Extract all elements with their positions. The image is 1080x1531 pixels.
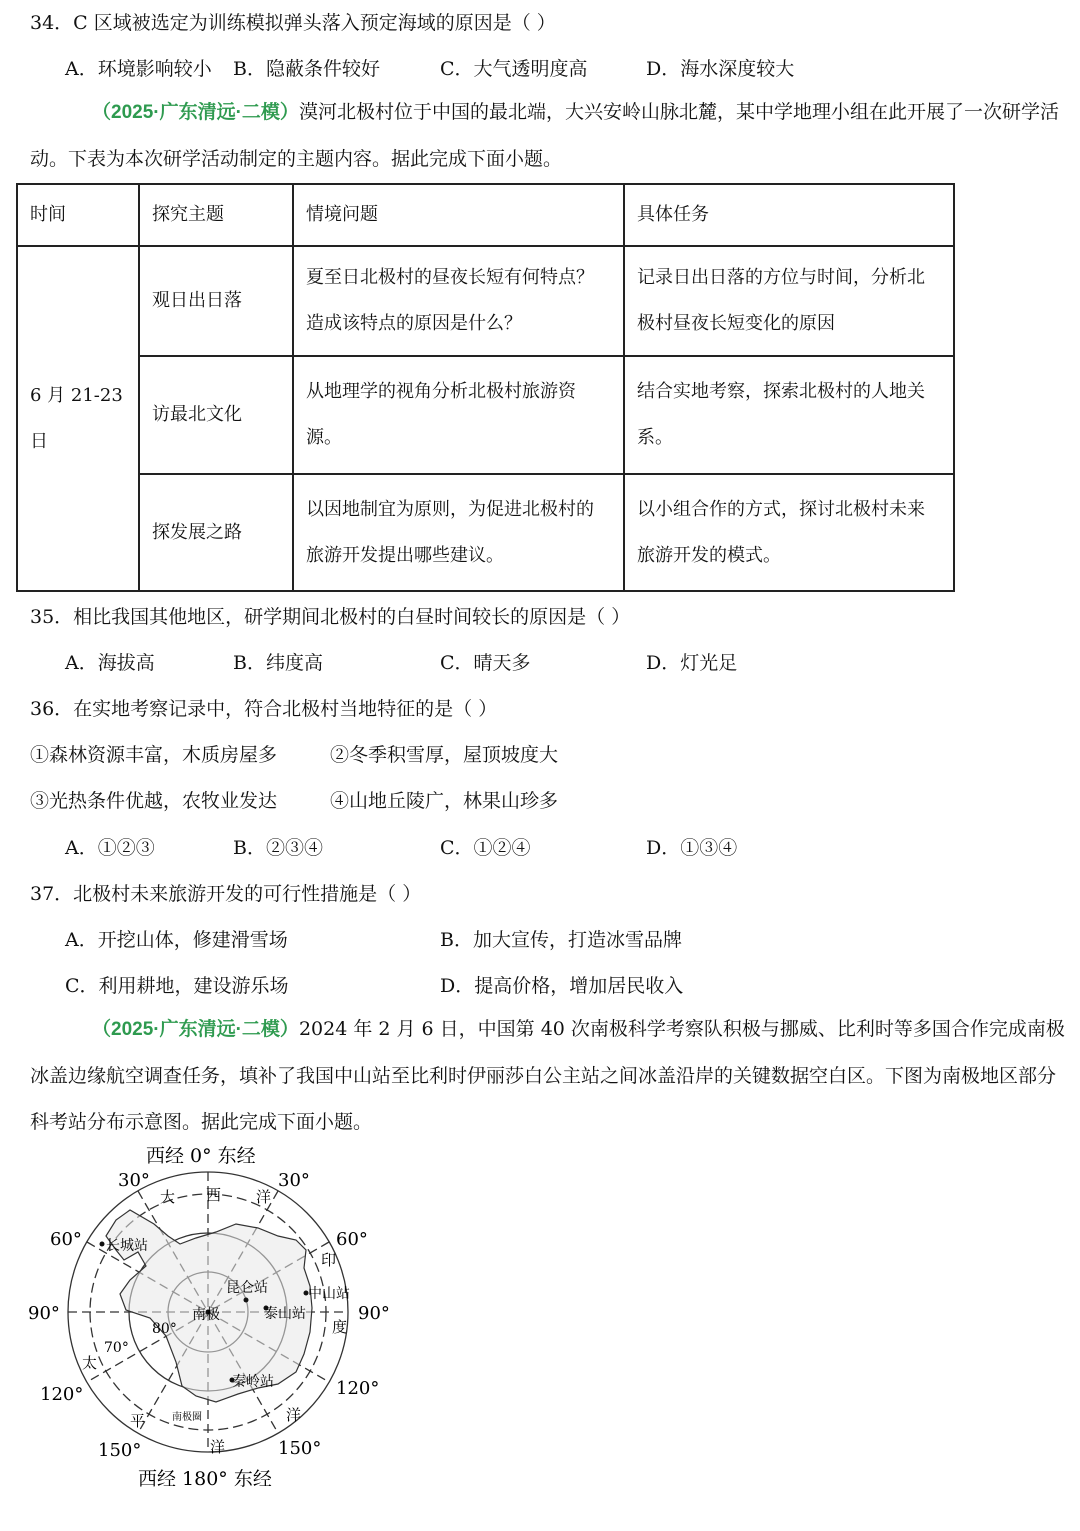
q35-option-b: B．纬度高: [233, 652, 323, 674]
table-header-theme: 探究主题: [139, 184, 293, 246]
deg-90-right: 90°: [358, 1303, 390, 1324]
antarctic-circle-label: 南极圈: [172, 1412, 202, 1423]
table-cell-question: 夏至日北极村的昼夜长短有何特点？造成该特点的原因是什么？: [293, 246, 624, 356]
kunlun-station-marker: [244, 1298, 249, 1303]
q35-option-d: D．灯光足: [646, 652, 738, 674]
ocean-pacific-2: 平: [130, 1412, 146, 1430]
q36-option-c: C．①②④: [440, 837, 531, 859]
q37-stem: 37．北极村未来旅游开发的可行性措施是（ ）: [30, 883, 422, 905]
q36-option-a: A．①②③: [65, 837, 155, 859]
taishan-station-label: 泰山站: [264, 1306, 306, 1322]
qinling-station-label: 秦岭站: [232, 1374, 274, 1390]
lat-80-label: 80°: [152, 1321, 177, 1337]
changcheng-station-label: 长城站: [106, 1238, 148, 1254]
q36-item-3: ③光热条件优越，农牧业发达: [30, 790, 278, 812]
passage-1: [30, 89, 1065, 182]
ocean-atlantic-3: 洋: [256, 1188, 272, 1206]
changcheng-station-marker: [100, 1242, 105, 1247]
deg-30-right: 30°: [278, 1170, 310, 1191]
table-row: [17, 246, 954, 356]
table-row: [17, 474, 954, 591]
q36-item-4: ④山地丘陵广，林果山珍多: [330, 790, 559, 812]
deg-30-left: 30°: [118, 1170, 150, 1191]
ocean-indian-3: 洋: [286, 1406, 302, 1424]
ocean-pacific-1: 太: [82, 1354, 98, 1372]
ocean-indian-1: 印: [321, 1251, 337, 1269]
passage-1-source: （2025·广东清远·二模）: [92, 102, 299, 123]
zhongshan-station-label: 中山站: [308, 1286, 350, 1302]
table-header-task: 具体任务: [624, 184, 954, 246]
deg-120-right: 120°: [336, 1378, 380, 1399]
passage-1-text: 漠河北极村位于中国的最北端，大兴安岭山脉北麓，某中学地理小组在此开展了一次研学活动。下表为本次研学活动制定的主题内容。据此完成下面小题。: [30, 101, 1059, 170]
passage-2: [30, 1006, 1065, 1145]
map-top-label: 西经 0° 东经: [146, 1145, 256, 1167]
table-cell-theme: 观日出日落: [139, 246, 293, 356]
deg-120-left: 120°: [40, 1384, 84, 1405]
q37-option-d: D．提高价格，增加居民收入: [440, 975, 684, 997]
antarctic-station-map: [20, 1140, 400, 1490]
q36-stem: 36．在实地考察记录中，符合北极村当地特征的是（ ）: [30, 698, 498, 720]
q37-option-a: A．开挖山体，修建滑雪场: [65, 929, 288, 951]
deg-90-left: 90°: [28, 1303, 60, 1324]
passage-2-text: 2024 年 2 月 6 日，中国第 40 次南极科学考察队积极与挪威、比利时等多国合作完成南极冰盖边缘航空调查任务，填补了我国中山站至比利时伊丽莎白公主站之间冰盖沿岸的关键数据空白区。下图为南极地区部分科考站分布示意图。据此完成下面小题。: [30, 1018, 1065, 1133]
passage-2-source: （2025·广东清远·二模）: [92, 1019, 299, 1040]
table-header-row: [17, 184, 954, 246]
deg-60-right: 60°: [336, 1229, 368, 1250]
table-cell-time: 6 月 21-23 日: [17, 246, 139, 591]
table-cell-question: 以因地制宜为原则，为促进北极村的旅游开发提出哪些建议。: [293, 474, 624, 591]
study-plan-table: [16, 183, 955, 592]
table-cell-task: 结合实地考察，探索北极村的人地关系。: [624, 356, 954, 474]
deg-60-left: 60°: [50, 1229, 82, 1250]
q37-option-c: C．利用耕地，建设游乐场: [65, 975, 289, 997]
table-cell-theme: 访最北文化: [139, 356, 293, 474]
q34-option-d: D．海水深度较大: [646, 58, 795, 80]
ocean-atlantic-1: 大: [160, 1188, 176, 1206]
kunlun-station-label: 昆仑站: [226, 1280, 268, 1296]
table-row: [17, 356, 954, 474]
q34-option-a: A．环境影响较小: [65, 58, 212, 80]
deg-150-left: 150°: [98, 1440, 142, 1461]
south-pole-label: 南极: [192, 1307, 220, 1323]
table-cell-task: 记录日出日落的方位与时间，分析北极村昼夜长短变化的原因: [624, 246, 954, 356]
table-cell-question: 从地理学的视角分析北极村旅游资源。: [293, 356, 624, 474]
table-cell-theme: 探发展之路: [139, 474, 293, 591]
lat-70-label: 70°: [104, 1340, 129, 1356]
table-header-question: 情境问题: [293, 184, 624, 246]
q36-item-1: ①森林资源丰富，木质房屋多: [30, 744, 278, 766]
q35-option-a: A．海拔高: [65, 652, 155, 674]
deg-150-right: 150°: [278, 1438, 322, 1459]
q36-item-2: ②冬季积雪厚，屋顶坡度大: [330, 744, 559, 766]
q37-option-b: B．加大宣传，打造冰雪品牌: [440, 929, 682, 951]
q35-stem: 35．相比我国其他地区，研学期间北极村的白昼时间较长的原因是（ ）: [30, 606, 631, 628]
q34-stem: 34．C 区域被选定为训练模拟弹头落入预定海域的原因是（ ）: [30, 12, 556, 34]
table-cell-task: 以小组合作的方式，探讨北极村未来旅游开发的模式。: [624, 474, 954, 591]
map-bottom-label: 西经 180° 东经: [138, 1468, 272, 1490]
q35-option-c: C．晴天多: [440, 652, 531, 674]
q34-option-c: C．大气透明度高: [440, 58, 588, 80]
ocean-atlantic-2: 西: [206, 1186, 222, 1204]
q36-option-d: D．①③④: [646, 837, 738, 859]
q36-option-b: B．②③④: [233, 837, 323, 859]
ocean-indian-2: 度: [332, 1318, 348, 1336]
ocean-pacific-3: 洋: [210, 1438, 226, 1456]
q34-option-b: B．隐蔽条件较好: [233, 58, 380, 80]
table-header-time: 时间: [17, 184, 139, 246]
